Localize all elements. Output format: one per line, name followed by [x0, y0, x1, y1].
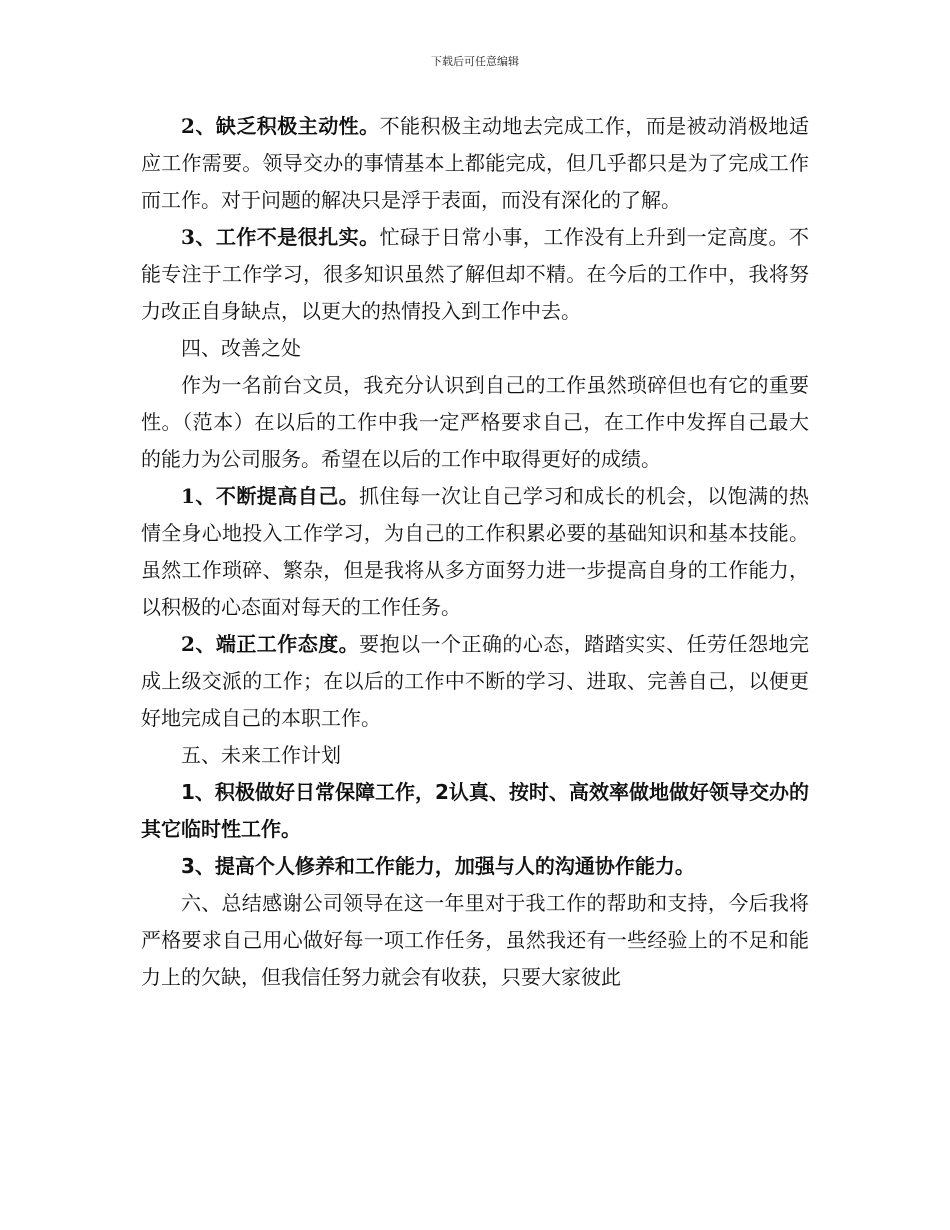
paragraph-lead: 1、不断提高自己。: [181, 484, 360, 508]
page-header: 下载后可任意编辑: [431, 55, 519, 68]
paragraph-lead: 3、工作不是很扎实。: [181, 225, 380, 249]
paragraph-plan-3: 3、提高个人修养和工作能力，加强与人的沟通协作能力。: [181, 854, 695, 878]
paragraph-text: 不能积极主动地去完成工作，而是被动消极地适应工作需要。领导交办的事情基本上都能完成，但几乎都只是为了完成工作而工作。对于问题的解决只是浮于表面，而没有深化的了解。: [141, 114, 809, 212]
paragraph-plan-1: 1、积极做好日常保障工作，2认真、按时、高效率做地做好领导交办的其它临时性工作。: [141, 780, 809, 841]
paragraph-text: 抓住每一次让自己学习和成长的机会，以饱满的热情全身心地投入工作学习，为自己的工作积累必要的基础知识和基本技能。虽然工作琐碎、繁杂，但是我将从多方面努力进一步提高自身的工作能力，以积极的心态面对每天的工作任务。: [141, 484, 809, 619]
paragraph-attitude: [141, 626, 809, 737]
section-heading-improvements: 四、改善之处: [181, 336, 301, 360]
section-heading-future-plan: 五、未来工作计划: [181, 743, 341, 767]
paragraph-lead: 2、端正工作态度。: [181, 632, 360, 656]
document-body: [141, 108, 809, 996]
paragraph-text: 要抱以一个正确的心态，踏踏实实、任劳任怨地完成上级交派的工作；在以后的工作中不断的学习、进取、完善自己，以便更好地完成自己的本职工作。: [141, 632, 809, 730]
paragraph-text: 忙碌于日常小事，工作没有上升到一定高度。不能专注于工作学习，很多知识虽然了解但却不精。在今后的工作中，我将努力改正自身缺点，以更大的热情投入到工作中去。: [141, 225, 809, 323]
paragraph-lead: 2、缺乏积极主动性。: [181, 114, 380, 138]
paragraph-self-improve: [141, 478, 809, 626]
paragraph-summary-thanks: 六、总结感谢公司领导在这一年里对于我工作的帮助和支持，今后我将严格要求自己用心做好每一项工作任务，虽然我还有一些经验上的不足和能力上的欠缺，但我信任努力就会有收获，只要大家彼此: [141, 891, 809, 989]
paragraph-improvements-intro: 作为一名前台文员，我充分认识到自己的工作虽然琐碎但也有它的重要性。（范本）在以后的工作中我一定严格要求自己，在工作中发挥自己最大的能力为公司服务。希望在以后的工作中取得更好的成绩。: [141, 373, 809, 471]
paragraph-lack-initiative: [141, 108, 809, 219]
paragraph-not-solid: [141, 219, 809, 330]
